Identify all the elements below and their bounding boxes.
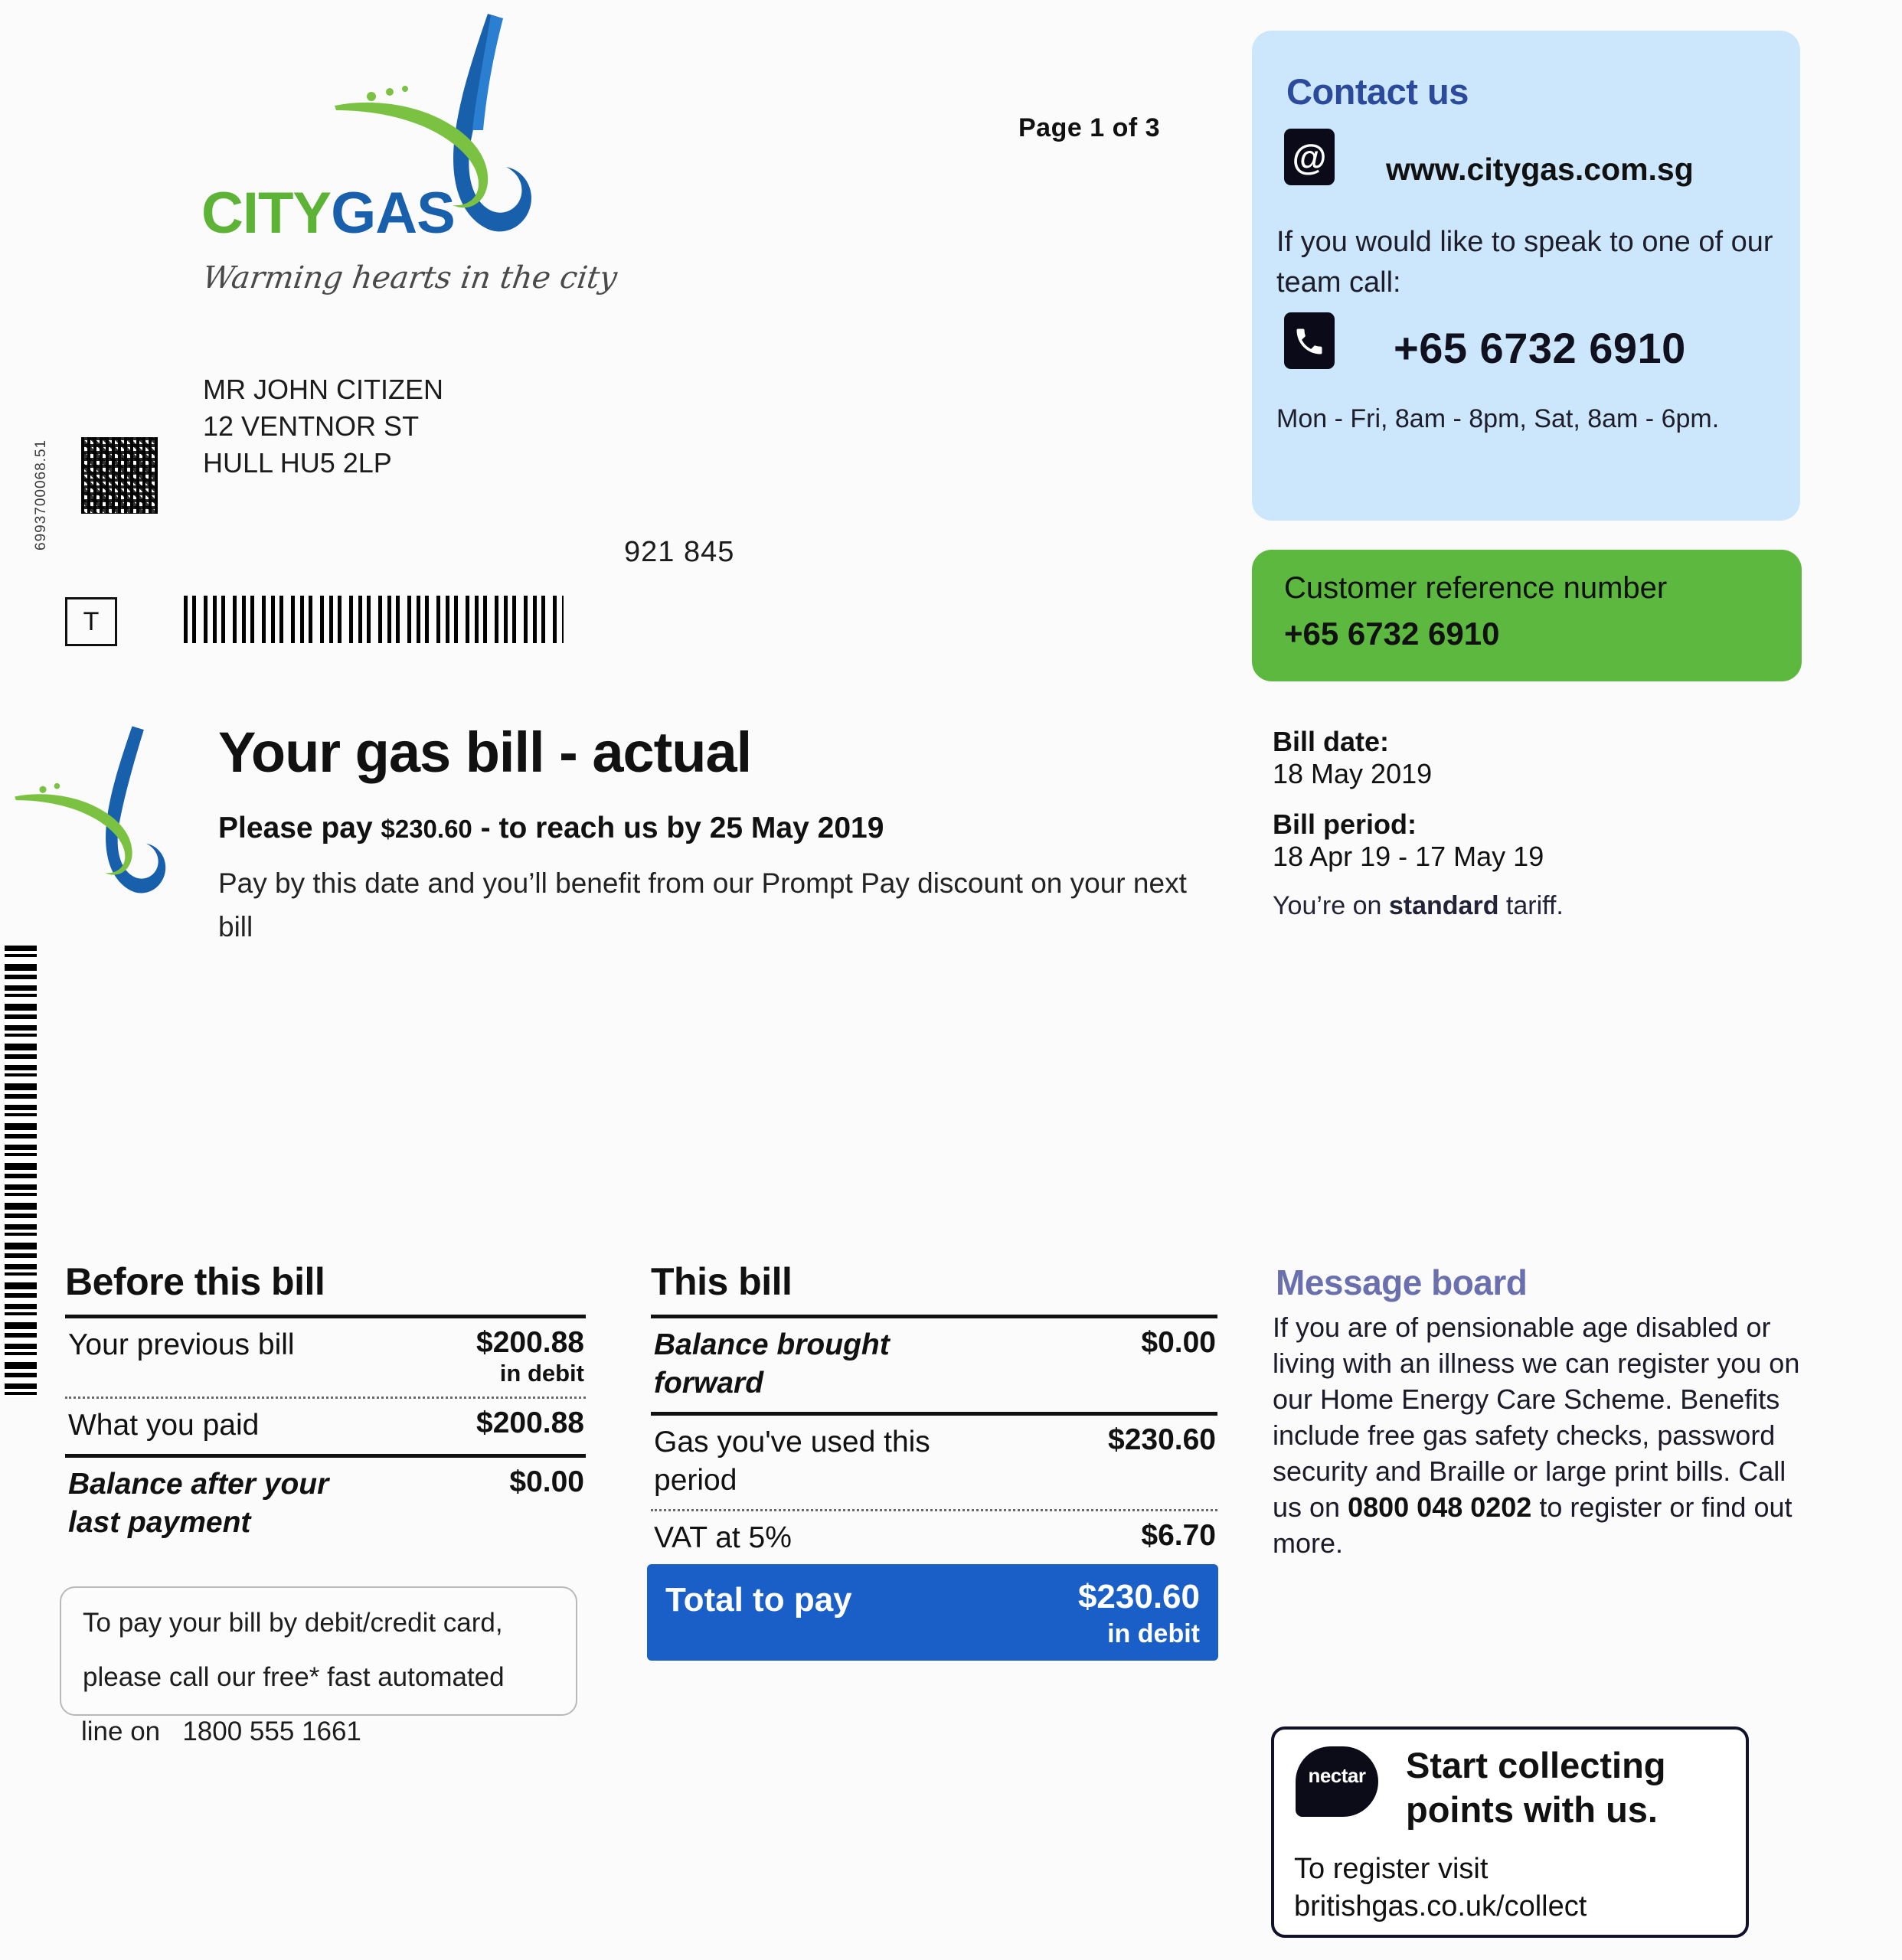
row-value: $0.00 <box>1141 1326 1216 1359</box>
address-line-2: HULL HU5 2LP <box>203 447 392 479</box>
flame-swoosh-icon-secondary <box>8 701 184 930</box>
row-label: Gas you've used this period <box>654 1426 930 1497</box>
row-label: VAT at 5% <box>654 1521 792 1554</box>
table-row <box>65 1399 586 1454</box>
total-sub: in debit <box>1107 1619 1200 1648</box>
table-row <box>651 1416 1217 1509</box>
row-value <box>476 1326 584 1387</box>
this-bill-title: This bill <box>651 1260 792 1303</box>
nectar-promo-box <box>1271 1726 1749 1938</box>
nectar-register-text <box>1294 1851 1730 1926</box>
logo-wordmark <box>201 180 455 247</box>
row-value: $6.70 <box>1141 1519 1216 1552</box>
table-row <box>651 1318 1217 1412</box>
logo-tagline: Warming hearts in the city <box>200 260 619 296</box>
total-to-pay-bar <box>647 1564 1218 1661</box>
sort-mark-t: T <box>65 597 117 646</box>
message-text-part-2: to register or find out more. <box>1273 1491 1793 1559</box>
nectar-headline: Start collecting points with us. <box>1406 1745 1666 1830</box>
prompt-pay-note: Pay by this date and you’ll benefit from our Prompt Pay discount on your next bill <box>218 867 1187 942</box>
row-label: What you paid <box>68 1409 260 1442</box>
edge-reference-code: 6993700068.51 <box>33 439 49 550</box>
nectar-register-line-1: To register visit <box>1294 1853 1489 1885</box>
before-this-bill-title: Before this bill <box>65 1260 325 1303</box>
card-note-line-3 <box>61 1697 576 1751</box>
customer-address <box>203 371 443 482</box>
total-label: Total to pay <box>665 1581 852 1619</box>
table-row <box>65 1458 586 1551</box>
bill-date-label: Bill date: <box>1273 726 1390 757</box>
postal-barcode <box>184 596 564 643</box>
logo-word-city: CITY <box>201 181 332 246</box>
tariff-prefix: You’re on <box>1273 891 1389 920</box>
row-value: $0.00 <box>509 1465 584 1498</box>
nectar-register-line-2[interactable]: britishgas.co.uk/collect <box>1294 1890 1587 1922</box>
please-pay-suffix: - to reach us by 25 May 2019 <box>480 812 884 844</box>
contact-opening-hours: Mon - Fri, 8am - 8pm, Sat, 8am - 6pm. <box>1276 404 1720 433</box>
bill-period-value: 18 Apr 19 - 17 May 19 <box>1273 841 1544 872</box>
row-sub: in debit <box>499 1360 584 1387</box>
customer-reference-panel <box>1252 550 1802 681</box>
bill-date-value: 18 May 2019 <box>1273 758 1433 789</box>
edge-barcode <box>5 946 37 1397</box>
page-title: Your gas bill - actual <box>218 720 752 784</box>
datamatrix-barcode <box>80 436 158 514</box>
address-line-1: 12 VENTNOR ST <box>203 410 420 442</box>
tariff-suffix: tariff. <box>1498 891 1564 920</box>
please-pay-amount: $230.60 <box>381 815 472 843</box>
message-board-text <box>1273 1309 1809 1561</box>
tariff-line <box>1273 891 1809 921</box>
customer-reference-value: +65 6732 6910 <box>1284 616 1500 652</box>
row-label: Balance brought forward <box>654 1328 890 1400</box>
please-pay-prefix: Please pay <box>218 812 373 844</box>
tariff-name: standard <box>1388 891 1499 920</box>
contact-website[interactable]: www.citygas.com.sg <box>1386 152 1694 187</box>
message-board <box>1273 1262 1809 1561</box>
this-bill-table <box>651 1259 1217 1566</box>
message-text-part-1: If you are of pensionable age disabled or living with an illness we can register you on our Home Energy Care Scheme. Benefits include free gas safety checks, password security and Braille or large print bills. Call us on <box>1273 1312 1800 1523</box>
customer-name: MR JOHN CITIZEN <box>203 374 443 405</box>
table-row <box>65 1318 586 1396</box>
row-label: Your previous bill <box>68 1328 295 1361</box>
logo-word-gas: GAS <box>331 181 455 246</box>
account-number: 921 845 <box>624 536 735 568</box>
email-at-icon: @ <box>1284 129 1335 185</box>
before-this-bill-table <box>65 1259 586 1551</box>
contact-heading: Contact us <box>1286 71 1469 112</box>
row-value: $230.60 <box>1108 1423 1216 1456</box>
card-note-phone: 1800 555 1661 <box>182 1717 361 1746</box>
row-amount: $200.88 <box>476 1326 584 1359</box>
card-payment-note <box>60 1586 577 1746</box>
page-indicator: Page 1 of 3 <box>1018 113 1161 142</box>
bill-info-block <box>1273 726 1809 921</box>
contact-phone-number: +65 6732 6910 <box>1394 324 1686 372</box>
bill-period-label: Bill period: <box>1273 808 1417 840</box>
message-phone: 0800 048 0202 <box>1348 1491 1532 1523</box>
card-note-line-on: line on <box>81 1717 161 1746</box>
customer-reference-label: Customer reference number <box>1284 571 1668 605</box>
message-board-title: Message board <box>1276 1263 1528 1302</box>
contact-speak-text: If you would like to speak to one of our team call: <box>1276 226 1773 299</box>
phone-icon <box>1284 312 1335 369</box>
please-pay-line <box>218 812 884 845</box>
contact-panel <box>1252 31 1800 521</box>
card-note-line-2: please call our free* fast automated <box>83 1662 505 1692</box>
citygas-logo <box>195 8 619 329</box>
nectar-logo-icon: nectar <box>1296 1746 1378 1817</box>
row-value: $200.88 <box>476 1406 584 1439</box>
table-row <box>651 1511 1217 1566</box>
row-label: Balance after your last payment <box>68 1468 329 1539</box>
total-amount: $230.60 <box>1077 1578 1200 1615</box>
card-note-line-1: To pay your bill by debit/credit card, <box>83 1608 503 1638</box>
